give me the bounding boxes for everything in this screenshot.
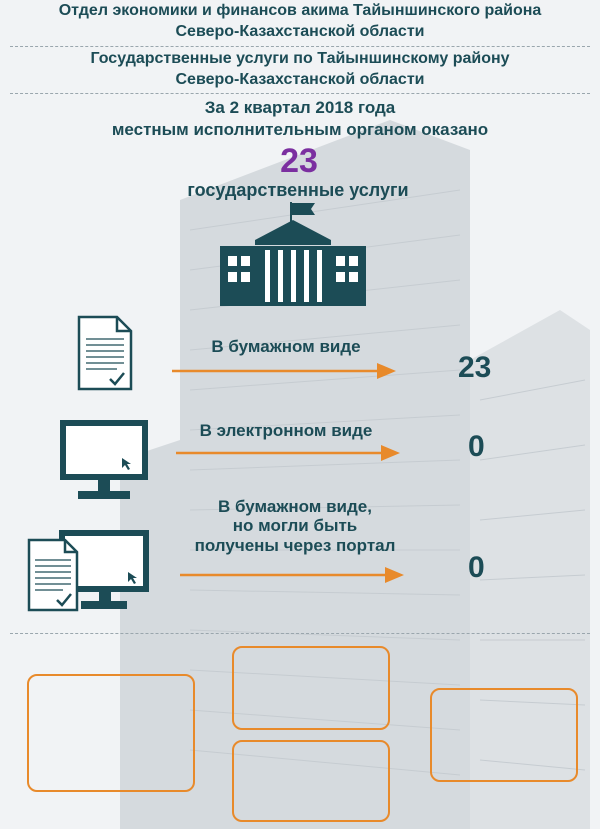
row-portal-label-line-2: но могли быть: [232, 516, 358, 535]
subtitle-line-2: Северо-Казахстанской области: [175, 71, 425, 88]
paper-document-icon: [77, 315, 133, 391]
subtitle-divider: [10, 93, 590, 94]
computer-monitor-icon: [58, 418, 150, 502]
row-paper-value: 23: [458, 351, 492, 384]
row-electronic-value: 0: [468, 430, 485, 463]
row-paper-label: В бумажном виде: [211, 337, 361, 356]
info-box-left: [27, 674, 195, 792]
row-paper-arrow: [172, 361, 400, 381]
government-building-icon: [220, 200, 366, 308]
header-title-line-1: Отдел экономики и финансов акима Тайыншинского района: [58, 2, 542, 19]
period-text: За 2 квартал 2018 года: [204, 98, 396, 117]
subtitle-line-1: Государственные услуги по Тайыншинскому району: [90, 50, 510, 67]
total-services-count: 23: [280, 142, 318, 180]
header-divider: [10, 46, 590, 47]
row-portal-arrow: [180, 565, 408, 585]
row-electronic-label: В электронном виде: [199, 421, 373, 440]
row-portal-value: 0: [468, 551, 485, 584]
info-box-right: [430, 688, 578, 782]
info-box-center-bottom: [232, 740, 390, 822]
row-portal-label-line-1: В бумажном виде,: [218, 497, 372, 516]
authority-text: местным исполнительным органом оказано: [111, 120, 489, 139]
info-box-center-top: [232, 646, 390, 730]
document-and-monitor-icon: [27, 528, 153, 614]
header-title-line-2: Северо-Казахстанской области: [175, 23, 425, 40]
section-divider: [10, 633, 590, 634]
total-services-label: государственные услуги: [187, 180, 409, 200]
row-portal-label-line-3: получены через портал: [194, 536, 396, 555]
row-electronic-arrow: [176, 443, 404, 463]
